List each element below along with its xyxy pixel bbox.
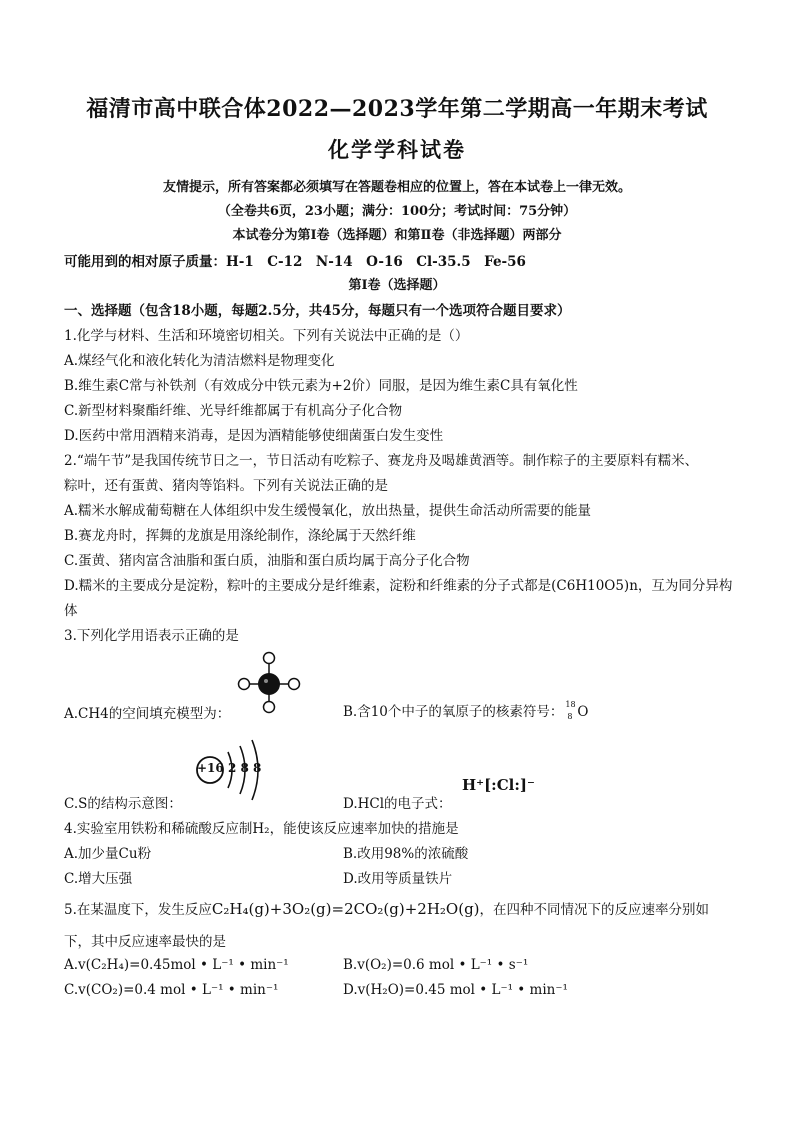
q1-option-a: A.煤经气化和液化转化为清洁燃料是物理变化 xyxy=(64,353,335,369)
q2-option-d-cont: 体 xyxy=(64,603,78,619)
q4-option-c: C.增大压强 xyxy=(64,871,133,887)
q2-d-text1: D.糯米的主要成分是淀粉，粽叶的主要成分是纤维素，淀粉和纤维素的分子式都是 xyxy=(64,578,552,594)
oxygen-nuclide-symbol xyxy=(563,699,577,723)
sulfur-nucleus-label: +16 xyxy=(197,761,224,775)
q5-stem-line1 xyxy=(64,898,744,918)
q4-option-a: A.加少量Cu粉 xyxy=(64,846,152,862)
q3-stem: 3.下列化学用语表示正确的是 xyxy=(64,628,239,644)
notice: 友情提示，所有答案都必须填写在答题卷相应的位置上，答在本试卷上一律无效。 xyxy=(162,180,631,195)
q1-option-b: B.维生素C常与补铁剂（有效成分中铁元素为+2价）同服，是因为维生素C具有氧化性 xyxy=(64,378,578,394)
q2-stem-line2: 粽叶，还有蛋黄、猪肉等馅料。下列有关说法正确的是 xyxy=(64,478,388,494)
q5-stem-post: ，在四种不同情况下的反应速率分别如 xyxy=(479,902,710,918)
exam-title: 福清市高中联合体2022—2023学年第二学期高一年期末考试 xyxy=(86,96,708,122)
q1-option-d: D.医药中常用酒精来消毒，是因为酒精能够使细菌蛋白发生变性 xyxy=(64,428,444,444)
q2-stem-line1: 2.“端午节”是我国传统节日之一，节日活动有吃粽子、赛龙舟及喝雄黄酒等。制作粽子的主要原料有糯米、 xyxy=(64,453,699,469)
exam-info: （全卷共6页，23小题；满分：100分；考试时间：75分钟） xyxy=(217,204,577,219)
q3-option-b xyxy=(343,700,588,723)
q2-option-a: A.糯米水解成葡萄糖在人体组织中发生缓慢氧化，放出热量，提供生命活动所需要的能量 xyxy=(64,503,592,519)
q1-stem: 1.化学与材料、生活和环境密切相关。下列有关说法中正确的是（） xyxy=(64,328,469,344)
section1-heading: 一、选择题（包含18小题，每题2.5分，共45分，每题只有一个选项符合题目要求） xyxy=(64,303,571,319)
nuclide-element: O xyxy=(577,704,589,720)
q4-option-b: B.改用98%的浓硫酸 xyxy=(343,846,469,862)
exam-subtitle: 化学学科试卷 xyxy=(328,137,466,162)
q2-option-c: C.蛋黄、猪肉富含油脂和蛋白质，油脂和蛋白质均属于高分子化合物 xyxy=(64,553,470,569)
nuclide-mass-number: 18 xyxy=(565,699,576,709)
hcl-electron-formula: H⁺[:Cl:]⁻ xyxy=(462,776,535,794)
q5-stem-pre: 5.在某温度下，发生反应 xyxy=(64,902,212,918)
q3-option-a: A.CH4的空间填充模型为： xyxy=(64,706,231,722)
q5-option-d: D.v(H₂O)=0.45 mol • L⁻¹ • min⁻¹ xyxy=(343,982,568,998)
q5-option-c: C.v(CO₂)=0.4 mol • L⁻¹ • min⁻¹ xyxy=(64,982,279,998)
part1-heading: 第Ⅰ卷（选择题） xyxy=(348,278,446,293)
nuclide-atomic-number: 8 xyxy=(567,711,573,721)
q5-equation: C₂H₄(g)+3O₂(g)=2CO₂(g)+2H₂O(g) xyxy=(211,900,480,918)
sulfur-shell-electrons: 2 8 8 xyxy=(228,761,262,775)
q2-option-d xyxy=(64,574,744,594)
q3-b-text: B.含10个中子的氧原子的核素符号： xyxy=(343,704,564,720)
q5-option-a: A.v(C₂H₄)=0.45mol • L⁻¹ • min⁻¹ xyxy=(64,957,289,973)
q2-d-text2: ，互为同分异构 xyxy=(637,578,733,594)
q5-stem-line2: 下，其中反应速率最快的是 xyxy=(64,934,226,950)
q3-option-d: D.HCl的电子式： xyxy=(343,796,452,812)
atomic-masses: 可能用到的相对原子质量：H-1 C-12 N-14 O-16 Cl-35.5 Fe-56 xyxy=(64,254,526,270)
parts-info: 本试卷分为第Ⅰ卷（选择题）和第Ⅱ卷（非选择题）两部分 xyxy=(232,228,562,243)
q4-option-d: D.改用等质量铁片 xyxy=(343,871,453,887)
q1-option-c: C.新型材料聚酯纤维、光导纤维都属于有机高分子化合物 xyxy=(64,403,403,419)
q3-option-c: C.S的结构示意图： xyxy=(64,796,182,812)
q4-stem: 4.实验室用铁粉和稀硫酸反应制H₂，能使该反应速率加快的措施是 xyxy=(64,821,459,837)
q2-d-formula: (C6H10O5)n xyxy=(551,578,638,594)
q2-option-b: B.赛龙舟时，挥舞的龙旗是用涤纶制作，涤纶属于天然纤维 xyxy=(64,528,416,544)
q5-option-b: B.v(O₂)=0.6 mol • L⁻¹ • s⁻¹ xyxy=(343,957,529,973)
